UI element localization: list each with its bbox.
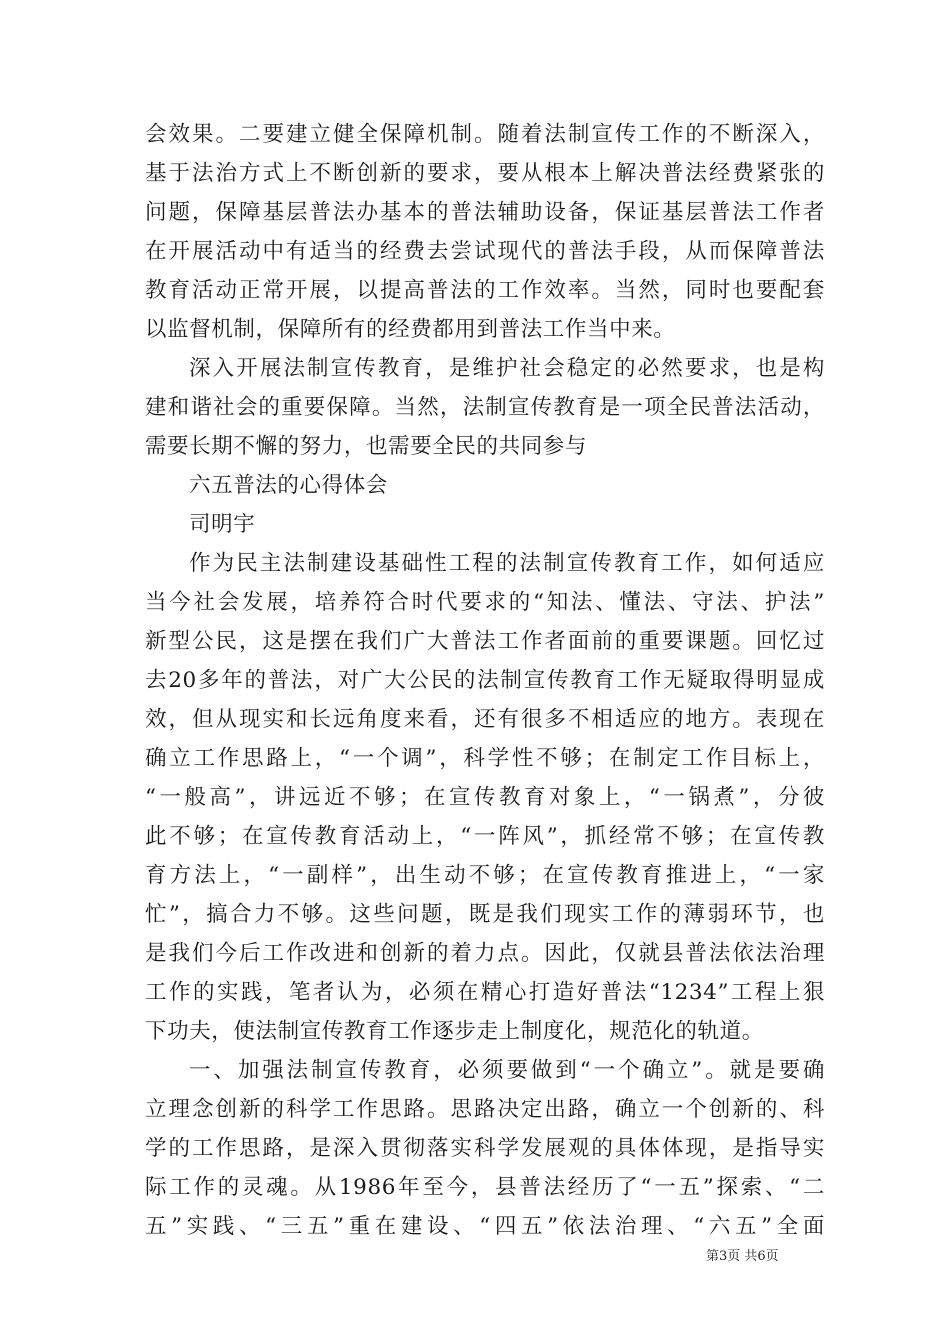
paragraph-line: 是我们今后工作改进和创新的着力点。因此，仅就县普法依法治理 bbox=[145, 941, 825, 966]
paragraph-line: 育方法上，“一副样”，出生动不够；在宣传教育推进上，“一家 bbox=[145, 863, 825, 888]
paragraph-line: 教育活动正常开展，以提高普法的工作效率。当然，同时也要配套 bbox=[145, 278, 825, 303]
article-title: 六五普法的心得体会 bbox=[189, 473, 388, 498]
paragraph-line: 以监督机制，保障所有的经费都用到普法工作当中来。 bbox=[145, 317, 676, 342]
paragraph-line: 新型公民，这是摆在我们广大普法工作者面前的重要课题。回忆过 bbox=[145, 629, 825, 654]
paragraph-line: 忙”，搞合力不够。这些问题，既是我们现实工作的薄弱环节，也 bbox=[145, 902, 825, 927]
paragraph-line: 此不够；在宣传教育活动上，“一阵风”，抓经常不够；在宣传教 bbox=[145, 824, 825, 849]
paragraph-line: 五”实践、“三五”重在建设、“四五”依法治理、“六五”全面 bbox=[145, 1214, 825, 1239]
paragraph-line: 学的工作思路，是深入贯彻落实科学发展观的具体体现，是指导实 bbox=[145, 1136, 825, 1161]
paragraph-line: 下功夫，使法制宣传教育工作逐步走上制度化，规范化的轨道。 bbox=[145, 1019, 764, 1044]
paragraph-line: 问题，保障基层普法办基本的普法辅助设备，保证基层普法工作者 bbox=[145, 200, 825, 225]
paragraph-line: “一般高”，讲远近不够；在宣传教育对象上，“一锅煮”，分彼 bbox=[145, 785, 825, 810]
paragraph-line: 去20多年的普法，对广大公民的法制宣传教育工作无疑取得明显成 bbox=[145, 668, 825, 693]
paragraph-line: 一、加强法制宣传教育，必须要做到“一个确立”。就是要确 bbox=[189, 1058, 825, 1083]
paragraph-line: 需要长期不懈的努力，也需要全民的共同参与 bbox=[145, 434, 588, 459]
paragraph-line: 效，但从现实和长远角度来看，还有很多不相适应的地方。表现在 bbox=[145, 707, 825, 732]
article-author: 司明宇 bbox=[189, 512, 256, 537]
paragraph-line: 工作的实践，笔者认为，必须在精心打造好普法“1234”工程上狠 bbox=[145, 980, 825, 1005]
paragraph-line: 会效果。二要建立健全保障机制。随着法制宣传工作的不断深入， bbox=[145, 122, 825, 147]
document-body bbox=[145, 115, 825, 1246]
paragraph-line: 建和谐社会的重要保障。当然，法制宣传教育是一项全民普法活动， bbox=[145, 395, 825, 420]
paragraph-line: 在开展活动中有适当的经费去尝试现代的普法手段，从而保障普法 bbox=[145, 239, 825, 264]
paragraph-line: 基于法治方式上不断创新的要求，要从根本上解决普法经费紧张的 bbox=[145, 161, 825, 186]
paragraph-line: 立理念创新的科学工作思路。思路决定出路，确立一个创新的、科 bbox=[145, 1097, 825, 1122]
paragraph-line: 确立工作思路上，“一个调”，科学性不够；在制定工作目标上， bbox=[145, 746, 825, 771]
paragraph-line: 深入开展法制宣传教育，是维护社会稳定的必然要求，也是构 bbox=[189, 356, 825, 381]
paragraph-line: 作为民主法制建设基础性工程的法制宣传教育工作，如何适应 bbox=[189, 551, 825, 576]
page-number-footer: 第3页 共6页 bbox=[706, 1249, 779, 1264]
paragraph-line: 当今社会发展，培养符合时代要求的“知法、懂法、守法、护法” bbox=[145, 590, 825, 615]
paragraph-line: 际工作的灵魂。从1986年至今，县普法经历了“一五”探索、“二 bbox=[145, 1175, 825, 1200]
